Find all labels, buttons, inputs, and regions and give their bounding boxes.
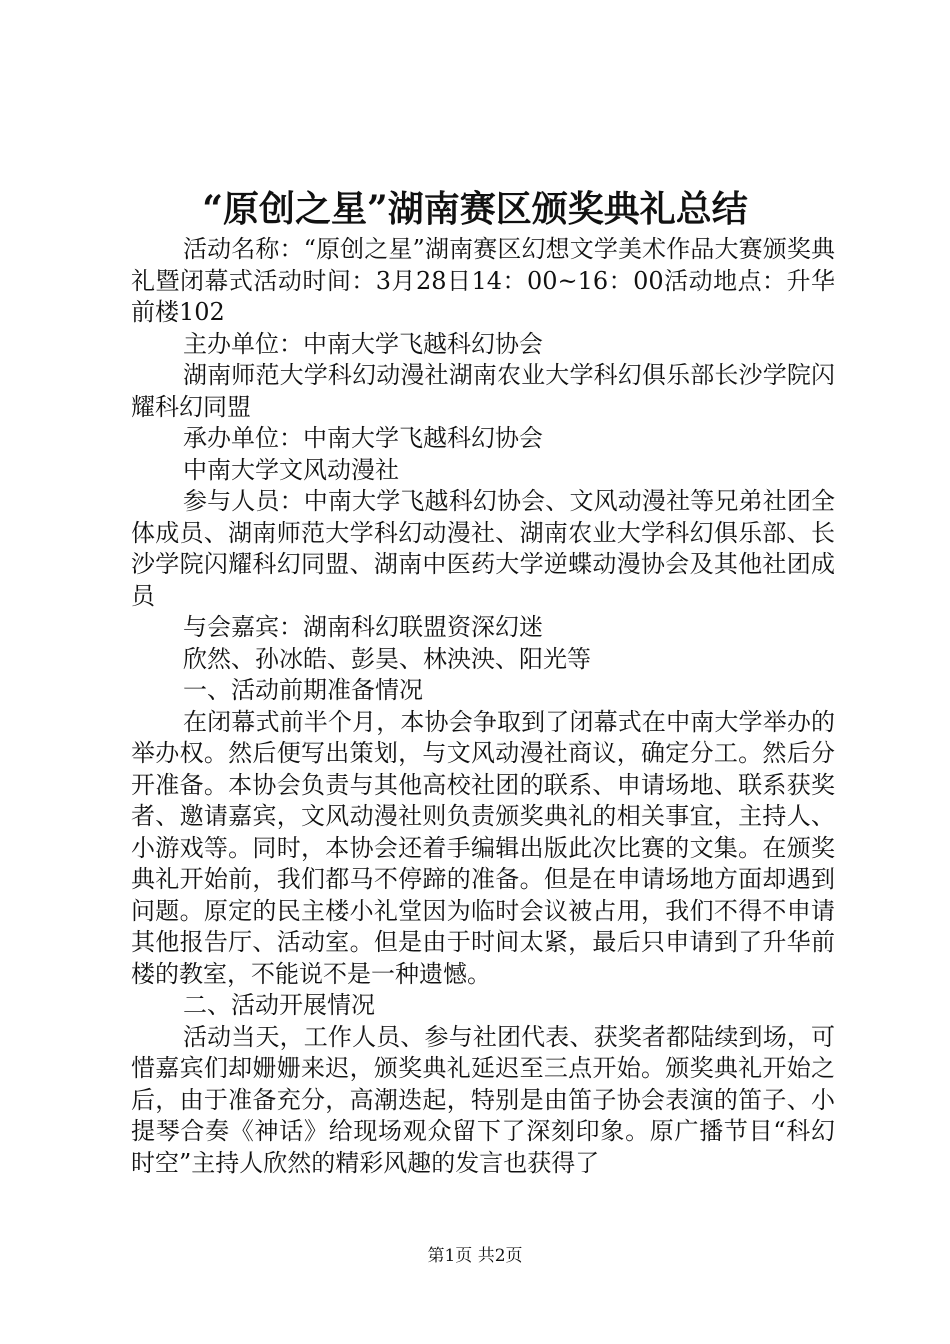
paragraph-organizer: 承办单位：中南大学飞越科幻协会	[183, 424, 543, 452]
section-heading-execution: 二、活动开展情况	[183, 991, 375, 1019]
document-body	[131, 234, 835, 1179]
paragraph-participants: 参与人员：中南大学飞越科幻协会、文风动漫社等兄弟社团全体成员、湖南师范大学科幻动漫社、湖南农业大学科幻俱乐部、长沙学院闪耀科幻同盟、湖南中医药大学逆蝶动漫协会及其他社团成员	[131, 487, 835, 610]
paragraph-execution: 活动当天，工作人员、参与社团代表、获奖者都陆续到场，可惜嘉宾们却姗姗来迟，颁奖典礼延迟至三点开始。颁奖典礼开始之后，由于准备充分，高潮迭起，特别是由笛子协会表演的笛子、小提琴合奏《神话》给现场观众留下了深刻印象。原广播节目“科幻时空”主持人欣然的精彩风趣的发言也获得了	[131, 1022, 835, 1177]
paragraph-activity-info: 活动名称：“原创之星”湖南赛区幻想文学美术作品大赛颁奖典礼暨闭幕式活动时间：3月28日14：00~16：00活动地点：升华前楼102	[131, 235, 835, 326]
paragraph-guest-names: 欣然、孙冰皓、彭昊、林泱泱、阳光等	[183, 644, 591, 673]
paragraph-organizer-partner: 中南大学文风动漫社	[183, 455, 399, 484]
paragraph-guests: 与会嘉宾：湖南科幻联盟资深幻迷	[183, 613, 543, 641]
paragraph-preparation: 在闭幕式前半个月，本协会争取到了闭幕式在中南大学举办的举办权。然后便写出策划，与文风动漫社商议，确定分工。然后分开准备。本协会负责与其他高校社团的联系、申请场地、联系获奖者、邀请嘉宾，文风动漫社则负责颁奖典礼的相关事宜，主持人、小游戏等。同时，本协会还着手编辑出版此次比赛的文集。在颁奖典礼开始前，我们都马不停蹄的准备。但是在申请场地方面却遇到问题。原定的民主楼小礼堂因为临时会议被占用，我们不得不申请其他报告厅、活动室。但是由于时间太紧，最后只申请到了升华前楼的教室，不能说不是一种遗憾。	[131, 707, 835, 988]
page-footer: 第1页 共2页	[427, 1246, 523, 1266]
paragraph-host-partners: 湖南师范大学科幻动漫社湖南农业大学科幻俱乐部长沙学院闪耀科幻同盟	[131, 361, 835, 421]
paragraph-host: 主办单位：中南大学飞越科幻协会	[183, 329, 543, 358]
section-heading-preparation: 一、活动前期准备情况	[183, 676, 423, 704]
page-title: “原创之星”湖南赛区颁奖典礼总结	[202, 188, 748, 230]
